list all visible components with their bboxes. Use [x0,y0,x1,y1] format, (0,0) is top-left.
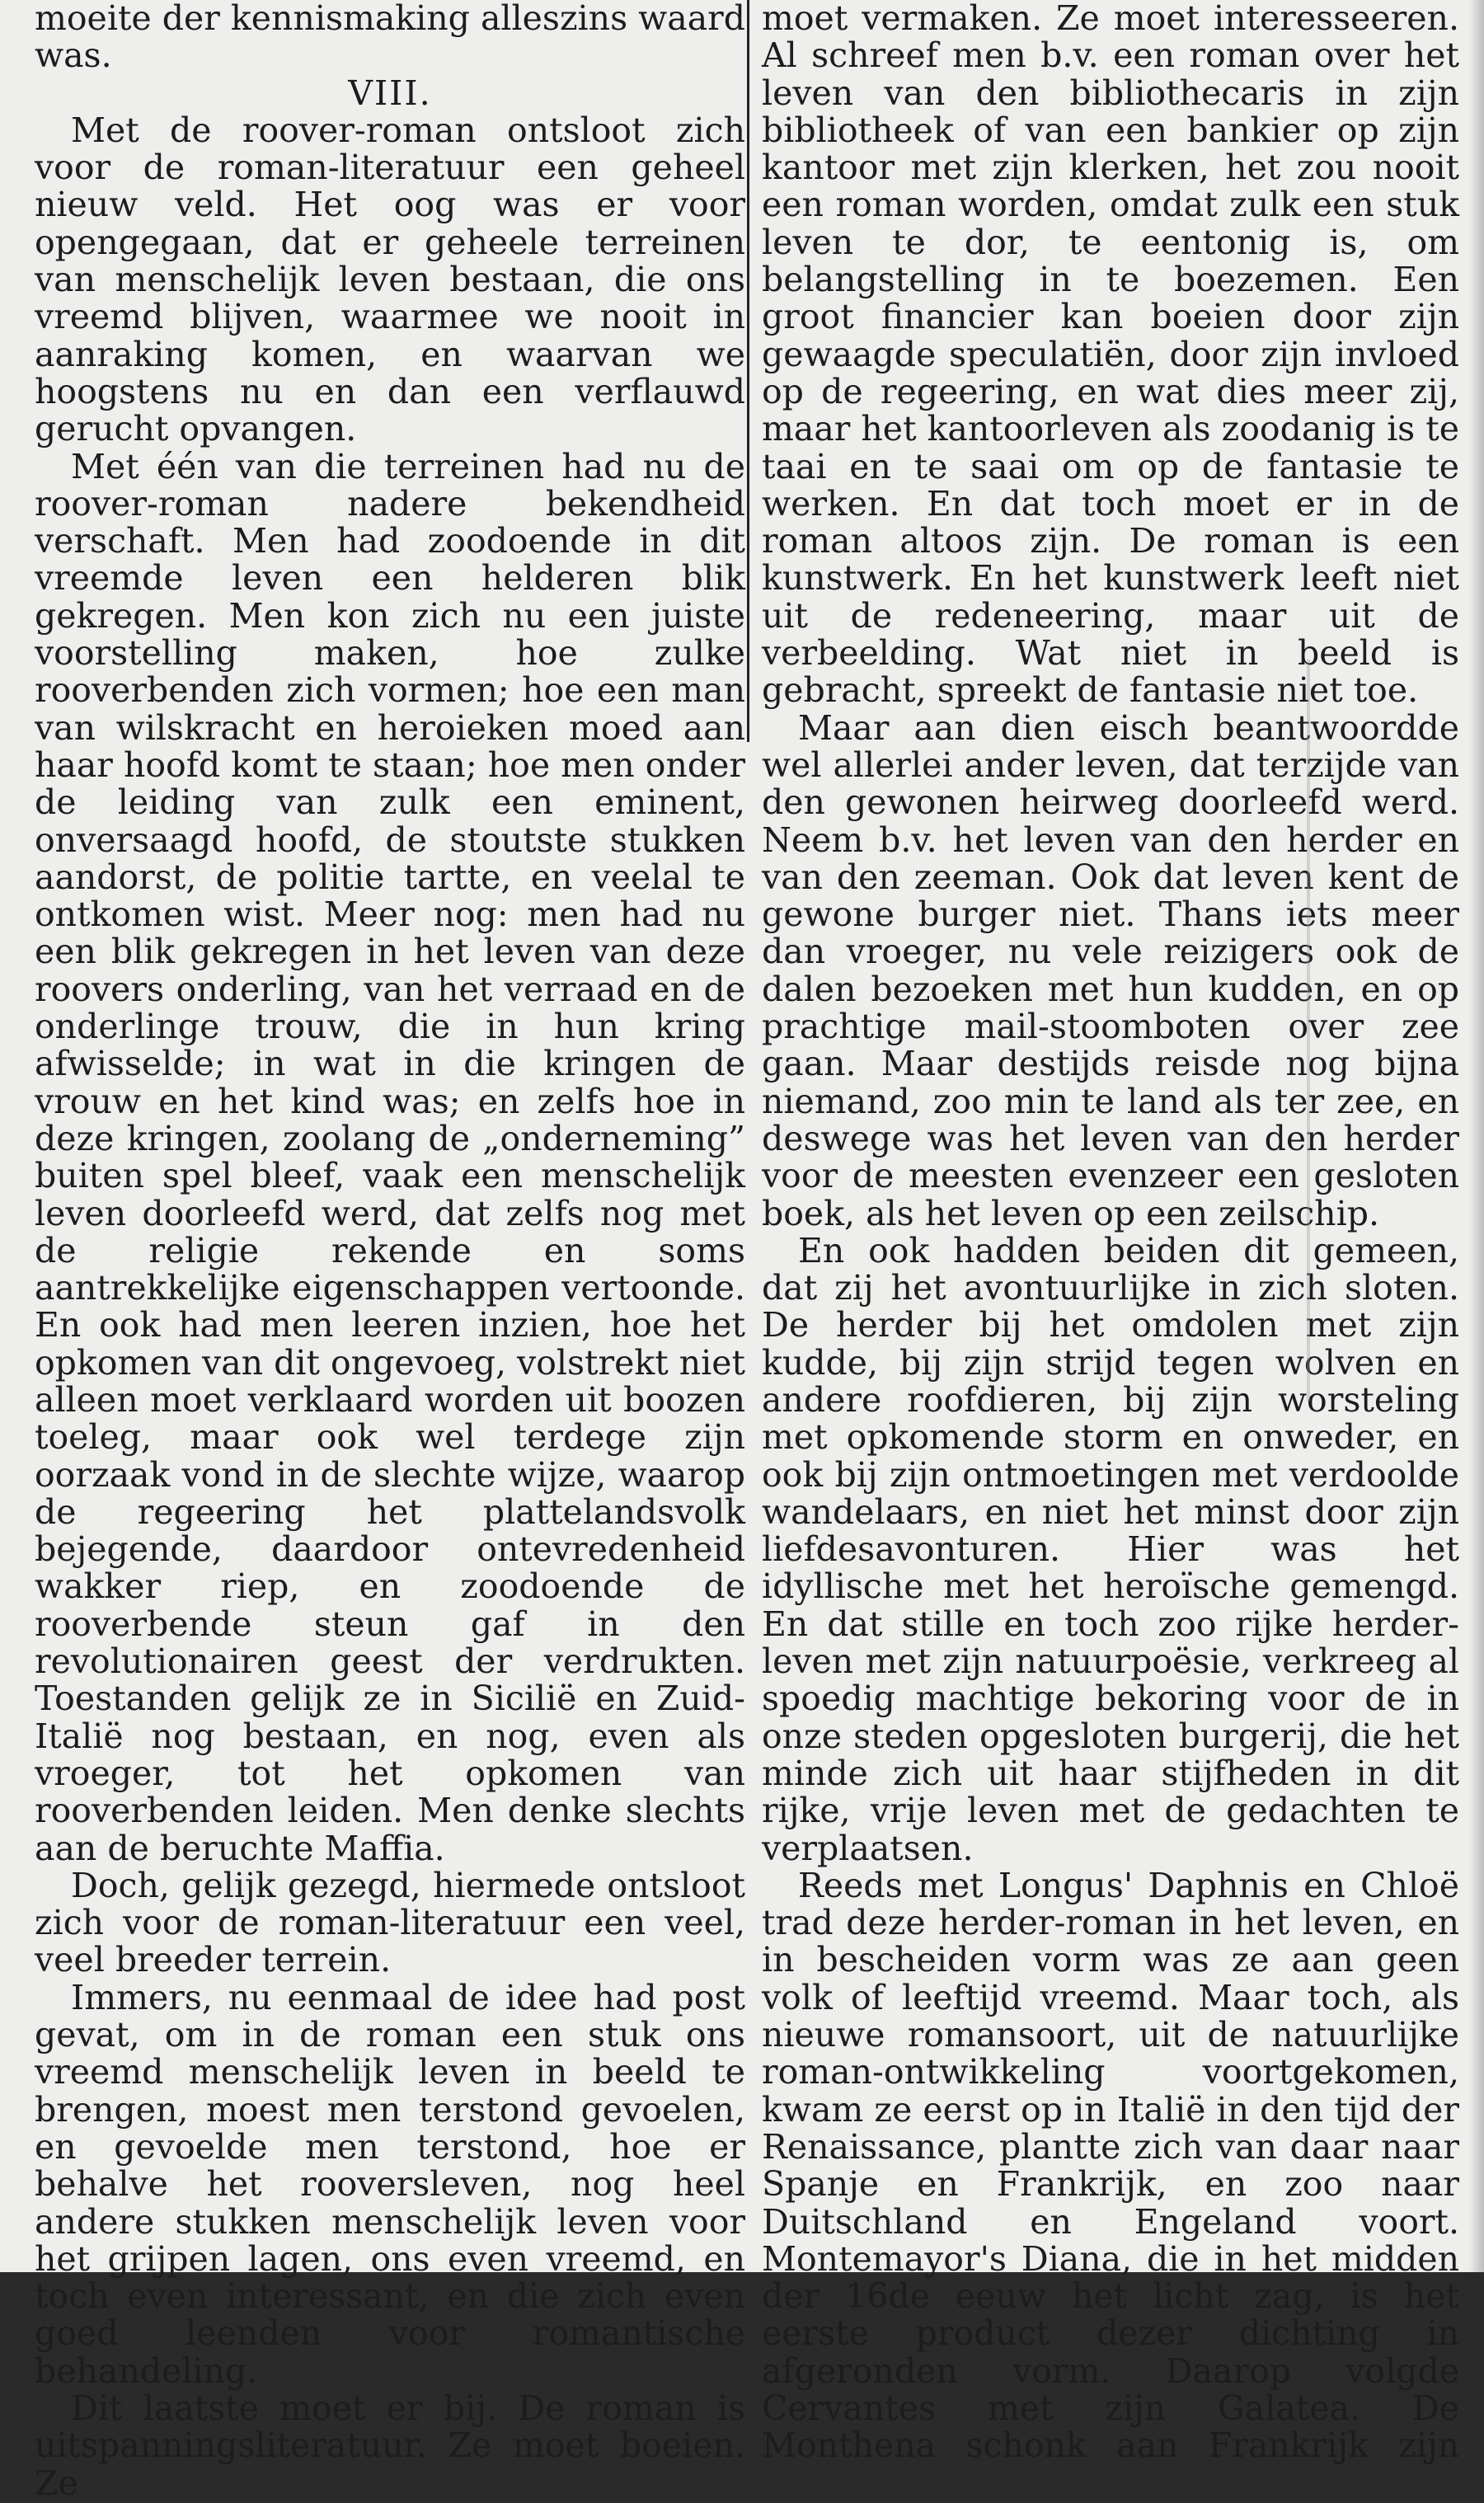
left-column [35,0,745,2502]
carryover-line: moeite der kennismaking alleszins waard was. [35,0,745,76]
paragraph: Immers, nu eenmaal de idee had post gevat, om in de roman een stuk ons vreemd menschelijk leven in beeld te brengen, moest men terstond gevoelen, en gevoelde men terstond, hoe er behalve het rooversleven, nog heel andere stukken menschelijk leven voor het grijpen lagen, ons even vreemd, en toch even interessant, en die zich even goed leenden voor romantische behandeling. [35,1977,745,2391]
column-rule [747,0,749,742]
paragraph: Met de roover-roman ontsloot zich voor de roman-literatuur een geheel nieuw veld. Het oog was er voor opengegaan, dat er geheele terreinen van menschelijk leven bestaan, die ons vreemd blijven, waarmee we nooit in aanraking komen, en waarvan we hoogstens nu en dan een verflauwd gerucht opvangen. [35,110,745,449]
paragraph: En ook hadden beiden dit gemeen, dat zij het avontuurlijke in zich sloten. De herder bij het omdolen met zijn kudde, bij zijn strijd tegen wolven en andere roofdieren, bij zijn worsteling met opkomende storm en onweder, en ook bij zijn ontmoetingen met verdoolde wandelaars, en niet het minst door zijn liefdesavonturen. Hier was het idyllische met het heroïsche gemengd. En dat stille en toch zoo rijke herder-leven met zijn natuurpoësie, verkreeg al spoedig machtige bekoring voor de in onze steden opgesloten burgerij, die het minde zich uit haar stijfheden in dit rijke, vrije leven met de gedachten te verplaatsen. [762,1230,1459,1868]
paragraph: Reeds met Longus' Daphnis en Chloë trad deze herder-roman in het leven, en in bescheiden vorm was ze aan geen volk of leeftijd vreemd. Maar toch, als nieuwe romansoort, uit de natuurlijke roman-ontwikkeling voortgekomen, kwam ze eerst op in Italië in den tijd der Renaissance, plantte zich van daar naar Spanje en Frankrijk, en zoo naar Duitschland en Engeland voort. Montemayor's Diana, die in het midden der 16de eeuw het licht zag, is het eerste product dezer dichting in afgeronden vorm. Daarop volgde Cervantes met zijn Galatea. De Monthena schonk aan Frankrijk zijn [762,1865,1459,2466]
paragraph: Doch, gelijk gezegd, hiermede ontsloot zich voor de roman-literatuur een veel, veel breeder terrein. [35,1865,745,1980]
chapter-heading: VIII. [348,73,432,113]
paragraph: Dit laatste moet er bij. De roman is uitspanningsliteratuur. Ze moet boeien. Ze [35,2388,745,2503]
paragraph: moet vermaken. Ze moet interesseeren. Al schreef men b.v. een roman over het leven van den bibliothecaris in zijn bibliotheek of van een bankier op zijn kantoor met zijn klerken, het zou nooit een roman worden, omdat zulk een stuk leven te dor, te eentonig is, om belangstelling in te boezemen. Een groot financier kan boeien door zijn gewaagde speculatiën, door zijn invloed op de regeering, en wat dies meer zij, maar het kantoorleven als zoodanig is te taai en te saai om op de fantasie te werken. En dat toch moet er in de roman altoos zijn. De roman is een kunstwerk. En het kunstwerk leeft niet uit de redeneering, maar uit de verbeelding. Wat niet in beeld is gebracht, spreekt de fantasie niet toe. [762,0,1459,711]
paragraph: Maar aan dien eisch beantwoordde wel allerlei ander leven, dat terzijde van den gewonen heirweg doorleefd werd. Neem b.v. het leven van den herder en van den zeeman. Ook dat leven kent de gewone burger niet. Thans iets meer dan vroeger, nu vele reizigers ook de dalen bezoeken met hun kudden, en op prachtige mail-stoomboten over zee gaan. Maar destijds reisde nog bijna niemand, zoo min te land als ter zee, en deswege was het leven van den herder voor de meesten evenzeer een gesloten boek, als het leven op een zeilschip. [762,707,1459,1233]
right-column [762,0,1459,2465]
clipping-edge [1469,0,1484,2272]
paper-tear-line [1307,660,1310,1402]
paragraph: Met één van die terreinen had nu de roover-roman nadere bekendheid verschaft. Men had zoodoende in dit vreemde leven een helderen blik gekregen. Men kon zich nu een juiste voorstelling maken, hoe zulke rooverbenden zich vormen; hoe een man van wilskracht en heroieken moed aan haar hoofd komt te staan; hoe men onder de leiding van zulk een eminent, onversaagd hoofd, de stoutste stukken aandorst, de politie tartte, en veelal te ontkomen wist. Meer nog: men had nu een blik gekregen in het leven van deze roovers onderling, van het verraad en de onderlinge trouw, die in hun kring afwisselde; in wat in die kringen de vrouw en het kind was; en zelfs hoe in deze kringen, zoolang de „onderneming” buiten spel bleef, vaak een menschelijk leven doorleefd werd, dat zelfs nog met de religie rekende en soms aantrekkelijke eigenschappen vertoonde. En ook had men leeren inzien, hoe het opkomen van dit ongevoeg, volstrekt niet alleen moet verklaard worden uit boozen toeleg, maar ook wel terdege zijn oorzaak vond in de slechte wijze, waarop de regeering het plattelandsvolk bejegende, daardoor ontevredenheid wakker riep, en zoodoende de rooverbende steun gaf in den revolutionairen geest der verdrukten. Toestanden gelijk ze in Sicilië en Zuid-Italië nog bestaan, en nog, even als vroeger, tot het opkomen van rooverbenden leiden. Men denke slechts aan de beruchte Maffia. [35,446,745,1868]
